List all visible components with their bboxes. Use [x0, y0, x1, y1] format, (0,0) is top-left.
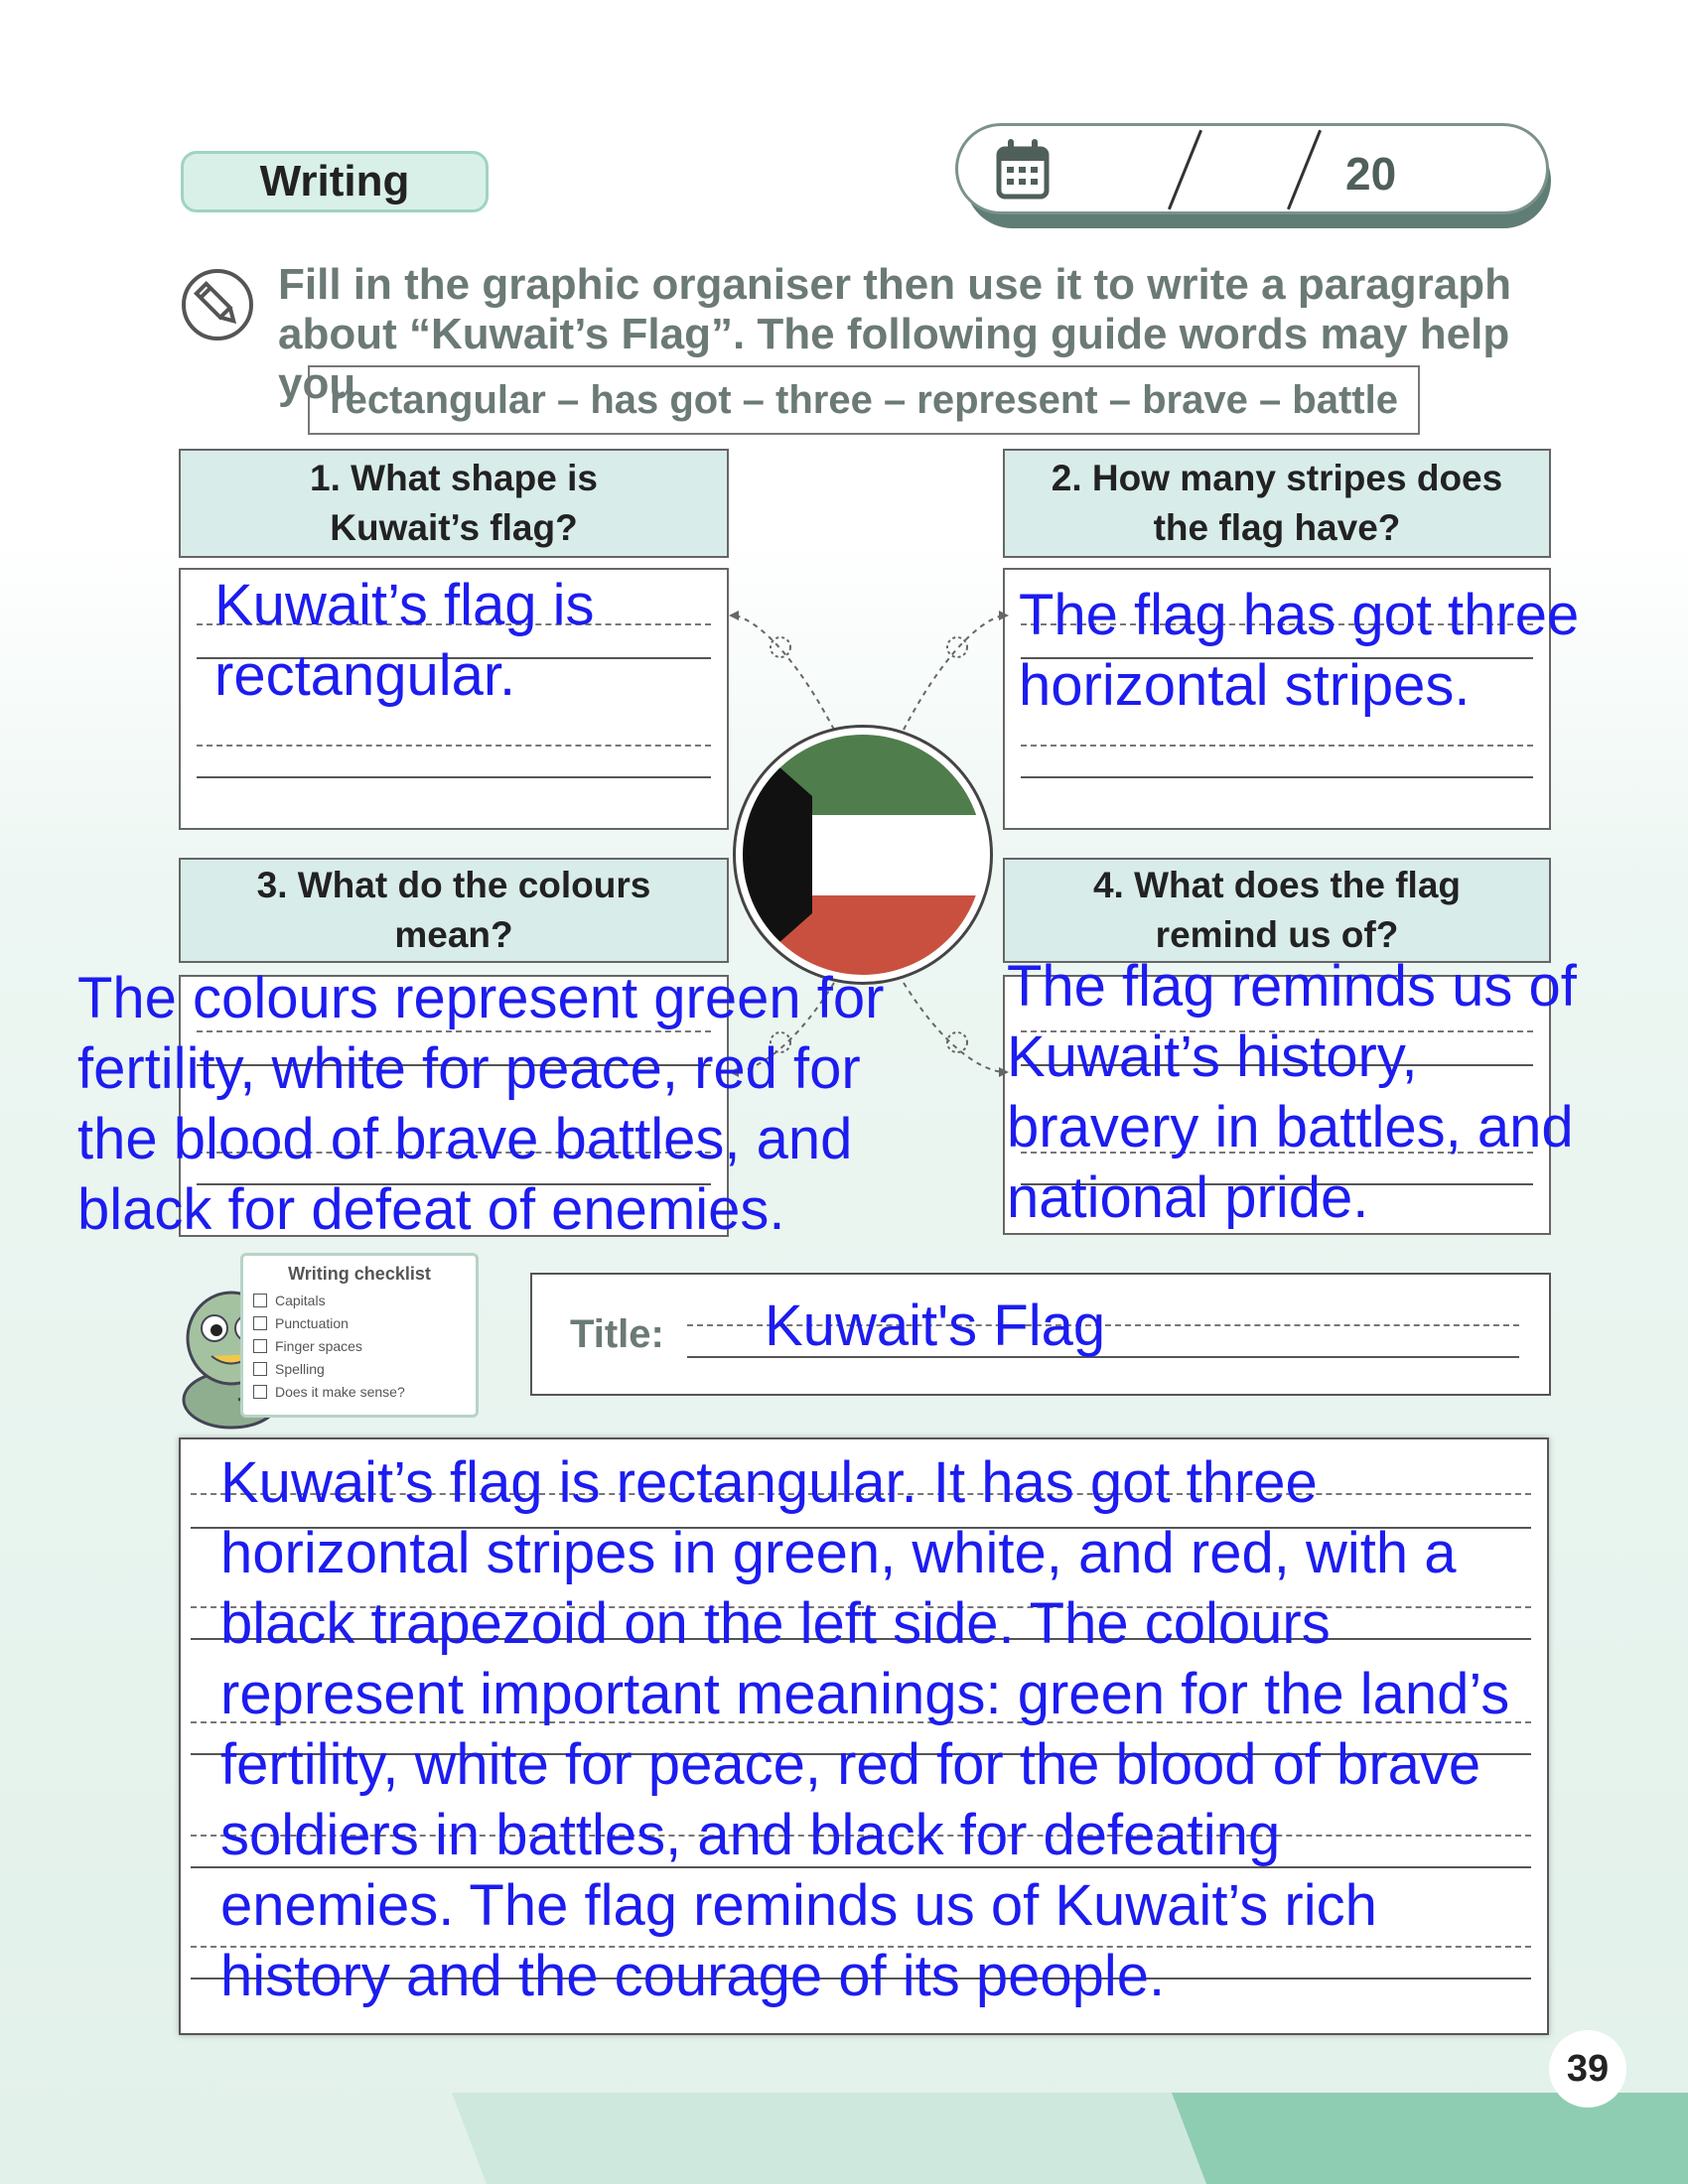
- paragraph-line: represent important meanings: green for the land’s: [220, 1662, 1510, 1726]
- question-line: 3. What do the colours: [256, 865, 651, 905]
- question-line: Kuwait’s flag?: [330, 507, 578, 548]
- answer-1-text: [214, 570, 595, 711]
- footer-band: [0, 2093, 1688, 2184]
- checkbox[interactable]: [253, 1294, 267, 1307]
- paragraph-line: soldiers in battles, and black for defeating: [220, 1803, 1281, 1867]
- paragraph-line: Kuwait’s flag is rectangular. It has got three: [220, 1450, 1318, 1515]
- answer-line: horizontal stripes.: [1019, 653, 1471, 718]
- answer-line: black for defeat of enemies.: [77, 1177, 785, 1242]
- answer-line: The flag has got three: [1019, 583, 1580, 647]
- checklist-item-label: Does it make sense?: [275, 1383, 405, 1400]
- paragraph-text: [220, 1447, 1509, 2011]
- date-year: 20: [1345, 148, 1397, 200]
- question-line: 4. What does the flag: [1092, 865, 1462, 905]
- page-number: 39: [1549, 2030, 1626, 2108]
- calendar-icon: [995, 135, 1055, 205]
- pencil-icon: [181, 268, 254, 341]
- title-value: Kuwait's Flag: [765, 1294, 1106, 1358]
- question-2-box: [1003, 449, 1551, 558]
- checklist-item[interactable]: [253, 1289, 466, 1311]
- title-label: Title:: [570, 1312, 664, 1356]
- answer-line: Kuwait’s flag is: [214, 573, 595, 637]
- checkbox[interactable]: [253, 1362, 267, 1376]
- answer-line: bravery in battles, and: [1007, 1095, 1574, 1160]
- paragraph-line: enemies. The flag reminds us of Kuwait’s rich: [220, 1873, 1377, 1938]
- question-line: 1. What shape is: [310, 458, 598, 498]
- checklist-item-label: Punctuation: [275, 1314, 349, 1331]
- answer-line: The colours represent green for: [77, 966, 885, 1030]
- question-4-box: [1003, 858, 1551, 963]
- checklist-item[interactable]: [253, 1311, 466, 1334]
- checklist-title: Writing checklist: [288, 1264, 431, 1284]
- instruction-line: about “Kuwait’s Flag”. The following guide words may help you: [278, 310, 1510, 408]
- checklist-item-label: Finger spaces: [275, 1337, 362, 1354]
- answer-line: The flag reminds us of: [1007, 954, 1577, 1019]
- checkbox[interactable]: [253, 1385, 267, 1399]
- answer-line: rectangular.: [214, 643, 516, 708]
- answer-line: fertility, white for peace, red for: [77, 1036, 861, 1101]
- checkbox[interactable]: [253, 1339, 267, 1353]
- answer-line: Kuwait’s history,: [1007, 1024, 1418, 1089]
- checklist-item[interactable]: [253, 1380, 466, 1403]
- checklist-item[interactable]: [253, 1334, 466, 1357]
- question-line: remind us of?: [1155, 914, 1399, 955]
- writing-line: [197, 776, 711, 778]
- writing-line: [1021, 776, 1533, 778]
- writing-line-dashed: [1021, 745, 1533, 747]
- question-line: mean?: [394, 914, 513, 955]
- answer-line: the blood of brave battles, and: [77, 1107, 853, 1171]
- question-1-box: [179, 449, 729, 558]
- paragraph-line: horizontal stripes in green, white, and red, with a: [220, 1521, 1457, 1585]
- kuwait-flag: [743, 735, 983, 975]
- answer-3-text: [77, 963, 884, 1245]
- writing-line-dashed: [197, 745, 711, 747]
- checkbox[interactable]: [253, 1316, 267, 1330]
- question-3-box: [179, 858, 729, 963]
- checklist-item[interactable]: [253, 1357, 466, 1380]
- answer-line: national pride.: [1007, 1165, 1369, 1230]
- paragraph-line: fertility, white for peace, red for the blood of brave: [220, 1732, 1481, 1797]
- paragraph-line: history and the courage of its people.: [220, 1944, 1166, 2008]
- checklist-item-label: Spelling: [275, 1360, 325, 1377]
- answer-2-text: [1019, 580, 1579, 721]
- paragraph-line: black trapezoid on the left side. The colours: [220, 1591, 1331, 1656]
- question-line: the flag have?: [1153, 507, 1401, 548]
- instruction-line: Fill in the graphic organiser then use it to write a paragraph: [278, 260, 1511, 309]
- checklist-item-label: Capitals: [275, 1292, 326, 1308]
- section-label: Writing: [181, 151, 489, 212]
- guide-words-box: rectangular – has got – three – represent – brave – battle: [308, 365, 1420, 435]
- question-line: 2. How many stripes does: [1051, 458, 1503, 498]
- writing-checklist: [240, 1253, 479, 1418]
- answer-4-text: [1007, 951, 1577, 1233]
